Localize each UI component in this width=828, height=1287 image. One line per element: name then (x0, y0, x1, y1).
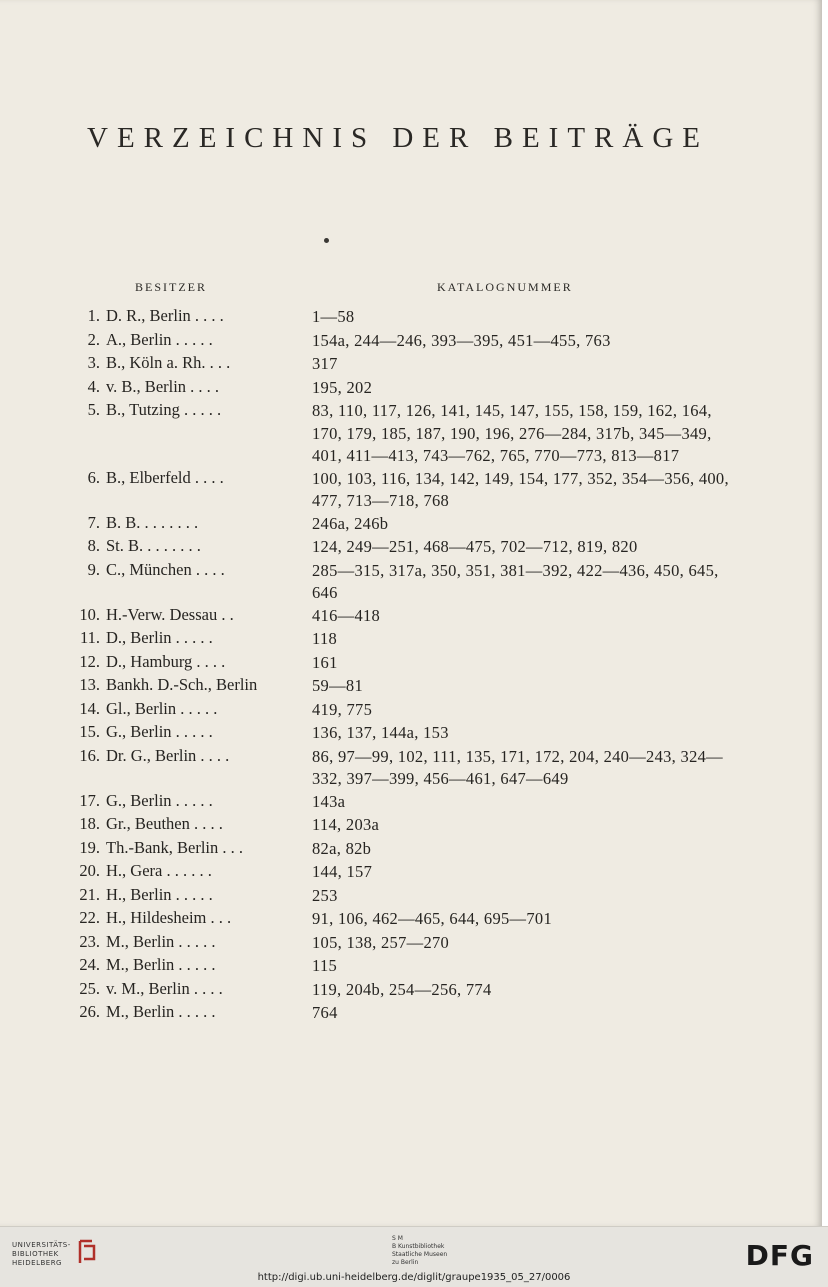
page-title: VERZEICHNIS DER BEITRÄGE (87, 122, 709, 154)
entry-number: 19. (79, 837, 100, 857)
entry-owner: C., München . . . . (106, 559, 225, 579)
list-item (0, 746, 822, 791)
entry-owner: Dr. G., Berlin . . . . (106, 745, 230, 765)
list-item (0, 353, 822, 377)
entry-number: 15. (79, 722, 100, 741)
entry-owner: H., Gera . . . . . . (106, 861, 212, 880)
source-url-link[interactable]: http://digi.ub.uni-heidelberg.de/diglit/graupe1935_05_27/0006 (257, 1272, 571, 1283)
library-line: zu Berlin (392, 1259, 419, 1266)
list-item (0, 513, 822, 537)
entry-number: 2. (87, 329, 100, 349)
entry-catalog-numbers: 419, 775 (312, 699, 373, 719)
entry-owner: H., Hildesheim . . . (106, 908, 232, 927)
entry-owner: G., Berlin . . . . . (106, 790, 213, 810)
column-header-catalog: KATALOGNUMMER (437, 280, 573, 294)
entry-number: 18. (79, 814, 100, 833)
library-line: B Kunstbibliothek (392, 1243, 445, 1250)
entry-catalog-numbers: 285—315, 317a, 350, 351, 381—392, 422—436, 450, 645, 646 (312, 560, 719, 602)
entry-number: 22. (79, 908, 100, 927)
university-line: UNIVERSITÄTS- (12, 1241, 71, 1249)
list-item (0, 814, 822, 838)
entry-number: 12. (79, 651, 100, 671)
list-item (0, 330, 822, 354)
entry-owner: v. M., Berlin . . . . (106, 978, 223, 998)
contributors-list (0, 306, 822, 1026)
entry-number: 20. (79, 861, 100, 880)
entry-owner: M., Berlin . . . . . (106, 1002, 216, 1021)
entry-catalog-numbers: 100, 103, 116, 134, 142, 149, 154, 177, 352, 354—356, 400, 477, 713—718, 768 (312, 468, 729, 510)
entry-owner: B., Tutzing . . . . . (106, 400, 222, 419)
entry-catalog-numbers: 317 (312, 354, 338, 373)
entry-owner: H., Berlin . . . . . (106, 884, 213, 904)
entry-owner: D., Hamburg . . . . (106, 651, 226, 671)
list-item (0, 652, 822, 676)
entry-owner: Bankh. D.-Sch., Berlin (106, 675, 258, 694)
university-library-label (12, 1241, 71, 1268)
entry-catalog-numbers: 115 (312, 956, 338, 975)
entry-catalog-numbers: 136, 137, 144a, 153 (312, 723, 449, 742)
entry-number: 24. (79, 955, 100, 974)
column-header-owner: BESITZER (135, 280, 207, 294)
list-item (0, 306, 822, 330)
entry-catalog-numbers: 119, 204b, 254—256, 774 (312, 979, 492, 999)
entry-number: 1. (87, 306, 100, 325)
entry-owner: Th.-Bank, Berlin . . . (106, 837, 244, 857)
entry-number: 5. (87, 400, 100, 419)
list-item (0, 979, 822, 1003)
entry-number: 23. (79, 931, 100, 951)
entry-number: 17. (79, 790, 100, 810)
library-line: Staatliche Museen (392, 1251, 448, 1258)
entry-owner: B. B. . . . . . . . (106, 512, 199, 532)
entry-number: 21. (79, 884, 100, 904)
entry-number: 9. (87, 559, 100, 579)
entry-owner: B., Köln a. Rh. . . . (106, 353, 231, 372)
list-item (0, 699, 822, 723)
list-item (0, 955, 822, 979)
entry-catalog-numbers: 143a (312, 791, 346, 811)
entry-owner: M., Berlin . . . . . (106, 955, 216, 974)
entry-catalog-numbers: 59—81 (312, 676, 363, 695)
list-item (0, 1002, 822, 1026)
entry-owner: B., Elberfeld . . . . (106, 467, 224, 487)
entry-catalog-numbers: 114, 203a (312, 815, 380, 834)
entry-number: 7. (87, 512, 100, 532)
entry-catalog-numbers: 105, 138, 257—270 (312, 932, 450, 952)
viewer-footer (0, 1226, 828, 1287)
list-item (0, 908, 822, 932)
entry-number: 4. (87, 376, 100, 396)
entry-catalog-numbers: 124, 249—251, 468—475, 702—712, 819, 820 (312, 537, 638, 556)
list-item (0, 628, 822, 652)
entry-number: 13. (79, 675, 100, 694)
entry-number: 3. (87, 353, 100, 372)
entry-owner: M., Berlin . . . . . (106, 931, 216, 951)
entry-owner: A., Berlin . . . . . (106, 329, 213, 349)
university-logo-icon (76, 1237, 98, 1267)
entry-catalog-numbers: 195, 202 (312, 377, 373, 397)
entry-catalog-numbers: 144, 157 (312, 862, 373, 881)
entry-catalog-numbers: 246a, 246b (312, 513, 389, 533)
entry-catalog-numbers: 764 (312, 1003, 338, 1022)
entry-number: 14. (79, 698, 100, 718)
entry-number: 8. (87, 536, 100, 555)
list-item (0, 722, 822, 746)
list-item (0, 605, 822, 629)
entry-catalog-numbers: 154a, 244—246, 393—395, 451—455, 763 (312, 330, 611, 350)
entry-catalog-numbers: 1—58 (312, 307, 355, 326)
entry-catalog-numbers: 91, 106, 462—465, 644, 695—701 (312, 909, 552, 928)
entry-owner: St. B. . . . . . . . (106, 536, 201, 555)
list-item (0, 536, 822, 560)
entry-number: 25. (79, 978, 100, 998)
dfg-logo: DFG (745, 1239, 814, 1272)
list-item (0, 560, 822, 605)
entry-catalog-numbers: 253 (312, 885, 338, 905)
entry-number: 11. (79, 628, 100, 647)
entry-number: 6. (87, 467, 100, 487)
entry-owner: G., Berlin . . . . . (106, 722, 213, 741)
university-line: HEIDELBERG (12, 1259, 62, 1267)
entry-catalog-numbers: 86, 97—99, 102, 111, 135, 171, 172, 204, 240—243, 324—332, 397—399, 456—461, 647—649 (312, 746, 723, 788)
entry-number: 26. (79, 1002, 100, 1021)
entry-catalog-numbers: 118 (312, 629, 338, 648)
library-stamp-text (392, 1235, 447, 1267)
list-item (0, 400, 822, 468)
entry-catalog-numbers: 83, 110, 117, 126, 141, 145, 147, 155, 158, 159, 162, 164, 170, 179, 185, 187, 190, 196, 276—284, 317b, 345—349, 401, 411—413, 743—762, 765, 770—773, 813—817 (312, 401, 712, 465)
entry-number: 16. (79, 745, 100, 765)
list-item (0, 861, 822, 885)
entry-owner: D. R., Berlin . . . . (106, 306, 224, 325)
university-line: BIBLIOTHEK (12, 1250, 59, 1258)
entry-owner: v. B., Berlin . . . . (106, 376, 220, 396)
entry-catalog-numbers: 161 (312, 652, 338, 672)
list-item (0, 468, 822, 513)
ornament-dot (324, 238, 329, 243)
list-item (0, 838, 822, 862)
library-line: S M (392, 1235, 403, 1242)
list-item (0, 675, 822, 699)
list-item (0, 377, 822, 401)
entry-owner: Gl., Berlin . . . . . (106, 698, 218, 718)
entry-number: 10. (79, 604, 100, 624)
entry-owner: H.-Verw. Dessau . . (106, 604, 234, 624)
entry-owner: Gr., Beuthen . . . . (106, 814, 223, 833)
list-item (0, 932, 822, 956)
entry-owner: D., Berlin . . . . . (106, 628, 213, 647)
entry-catalog-numbers: 82a, 82b (312, 838, 372, 858)
list-item (0, 885, 822, 909)
list-item (0, 791, 822, 815)
entry-catalog-numbers: 416—418 (312, 605, 381, 625)
